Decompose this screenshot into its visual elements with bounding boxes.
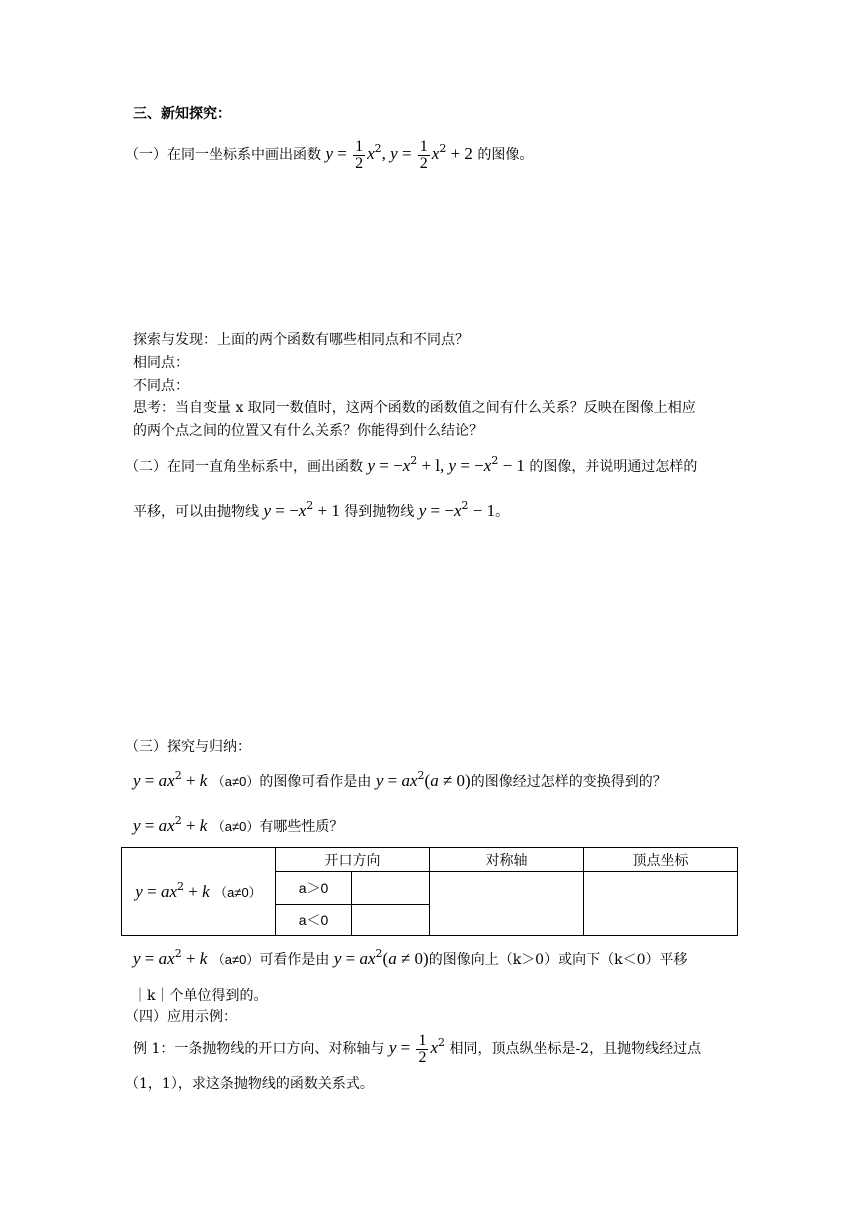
table-row-condition: （a≠0） bbox=[214, 884, 262, 900]
properties-table bbox=[121, 847, 738, 936]
table-header-axis: 对称轴 bbox=[430, 848, 584, 872]
part1-suffix: 的图像。 bbox=[477, 147, 534, 163]
table-header-opening: 开口方向 bbox=[276, 848, 430, 872]
conclusion-condition: （a≠0） bbox=[211, 952, 260, 967]
conclusion-end: 的图像向上（k＞0）或向下（k＜0）平移 bbox=[428, 952, 688, 968]
part3-question-1: $y = ax^2 + k$ （a≠0）的图像可看作是由 $y = ax^2(a \ne 0)$的图像经过怎样的变换得到的？ bbox=[133, 769, 667, 790]
table-cell-opening-neg bbox=[352, 905, 430, 936]
part2-prefix: （二）在同一直角坐标系中，画出函数 bbox=[125, 459, 363, 475]
q1-end: 的图像经过怎样的变换得到的？ bbox=[470, 774, 667, 790]
part2-line-2: 平移，可以由抛物线 $y = -x^2 + 1$ 得到抛物线 $y = -x^2 - 1$。 bbox=[133, 499, 510, 520]
part2-mid: 的图像，并说明通过怎样的 bbox=[529, 459, 698, 475]
table-cell-vertex bbox=[584, 872, 738, 936]
part3-question-2: $y = ax^2 + k$ （a≠0）有哪些性质？ bbox=[133, 814, 344, 835]
formula-half-x-squared: y bbox=[325, 144, 333, 163]
conclusion-mid: 可看作是由 bbox=[259, 952, 330, 968]
section-heading: 三、新知探究： bbox=[133, 106, 231, 122]
table-row-label: $y = ax^2 + k$ （a≠0） bbox=[122, 848, 276, 936]
part2-line-1: （二）在同一直角坐标系中，画出函数 $y = -x^2 + l$, $y = -x^2 - 1$ 的图像，并说明通过怎样的 bbox=[125, 454, 698, 475]
diff-points-label: 不同点： bbox=[133, 378, 189, 394]
q2-end: 有哪些性质？ bbox=[259, 819, 344, 835]
example1-line-2: （1，1），求这条抛物线的函数关系式。 bbox=[125, 1076, 374, 1092]
part4-heading: （四）应用示例： bbox=[125, 1009, 237, 1025]
conclusion-line-2: ｜k｜个单位得到的。 bbox=[133, 988, 268, 1004]
part3-heading: （三）探究与归纳： bbox=[125, 739, 251, 755]
q1-condition: （a≠0） bbox=[211, 774, 260, 789]
part1-line: （一）在同一坐标系中画出函数 y = $\frac{1}{2}$ $x^2$, y = $\frac{1}{2}$ $x^2 + 2$ 的图像。 bbox=[125, 137, 534, 172]
example1-prefix: 例 1：一条抛物线的开口方向、对称轴与 bbox=[133, 1041, 385, 1057]
part1-prefix: （一）在同一坐标系中画出函数 bbox=[125, 147, 321, 163]
example1-suffix: 相同，顶点纵坐标是-2，且抛物线经过点 bbox=[449, 1041, 702, 1057]
discovery-question: 探索与发现：上面的两个函数有哪些相同点和不同点？ bbox=[133, 332, 469, 348]
q2-condition: （a≠0） bbox=[211, 819, 260, 834]
part2-line2-prefix: 平移，可以由抛物线 bbox=[133, 504, 259, 520]
part2-line2-end: 。 bbox=[495, 504, 510, 520]
think-line-1: 思考：当自变量 x 取同一数值时，这两个函数的函数值之间有什么关系？反映在图像上相应 bbox=[133, 400, 696, 416]
table-cell-opening-pos bbox=[352, 872, 430, 905]
part2-line2-mid: 得到抛物线 bbox=[344, 504, 415, 520]
q1-mid: 的图像可看作是由 bbox=[259, 774, 372, 790]
table-cell-a-positive: a＞0 bbox=[276, 872, 352, 905]
example1-line-1: 例 1：一条抛物线的开口方向、对称轴与 y = $\frac{1}{2}$ $x^2$ 相同，顶点纵坐标是-2，且抛物线经过点 bbox=[133, 1031, 702, 1066]
table-cell-a-negative: a＜0 bbox=[276, 905, 352, 936]
table-cell-axis bbox=[430, 872, 584, 936]
table-header-vertex: 顶点坐标 bbox=[584, 848, 738, 872]
same-points-label: 相同点： bbox=[133, 355, 189, 371]
think-line-2: 的两个点之间的位置又有什么关系？你能得到什么结论？ bbox=[133, 423, 483, 439]
conclusion-line-1: $y = ax^2 + k$ （a≠0）可看作是由 $y = ax^2(a \ne 0)$的图像向上（k＞0）或向下（k＜0）平移 bbox=[133, 947, 688, 968]
